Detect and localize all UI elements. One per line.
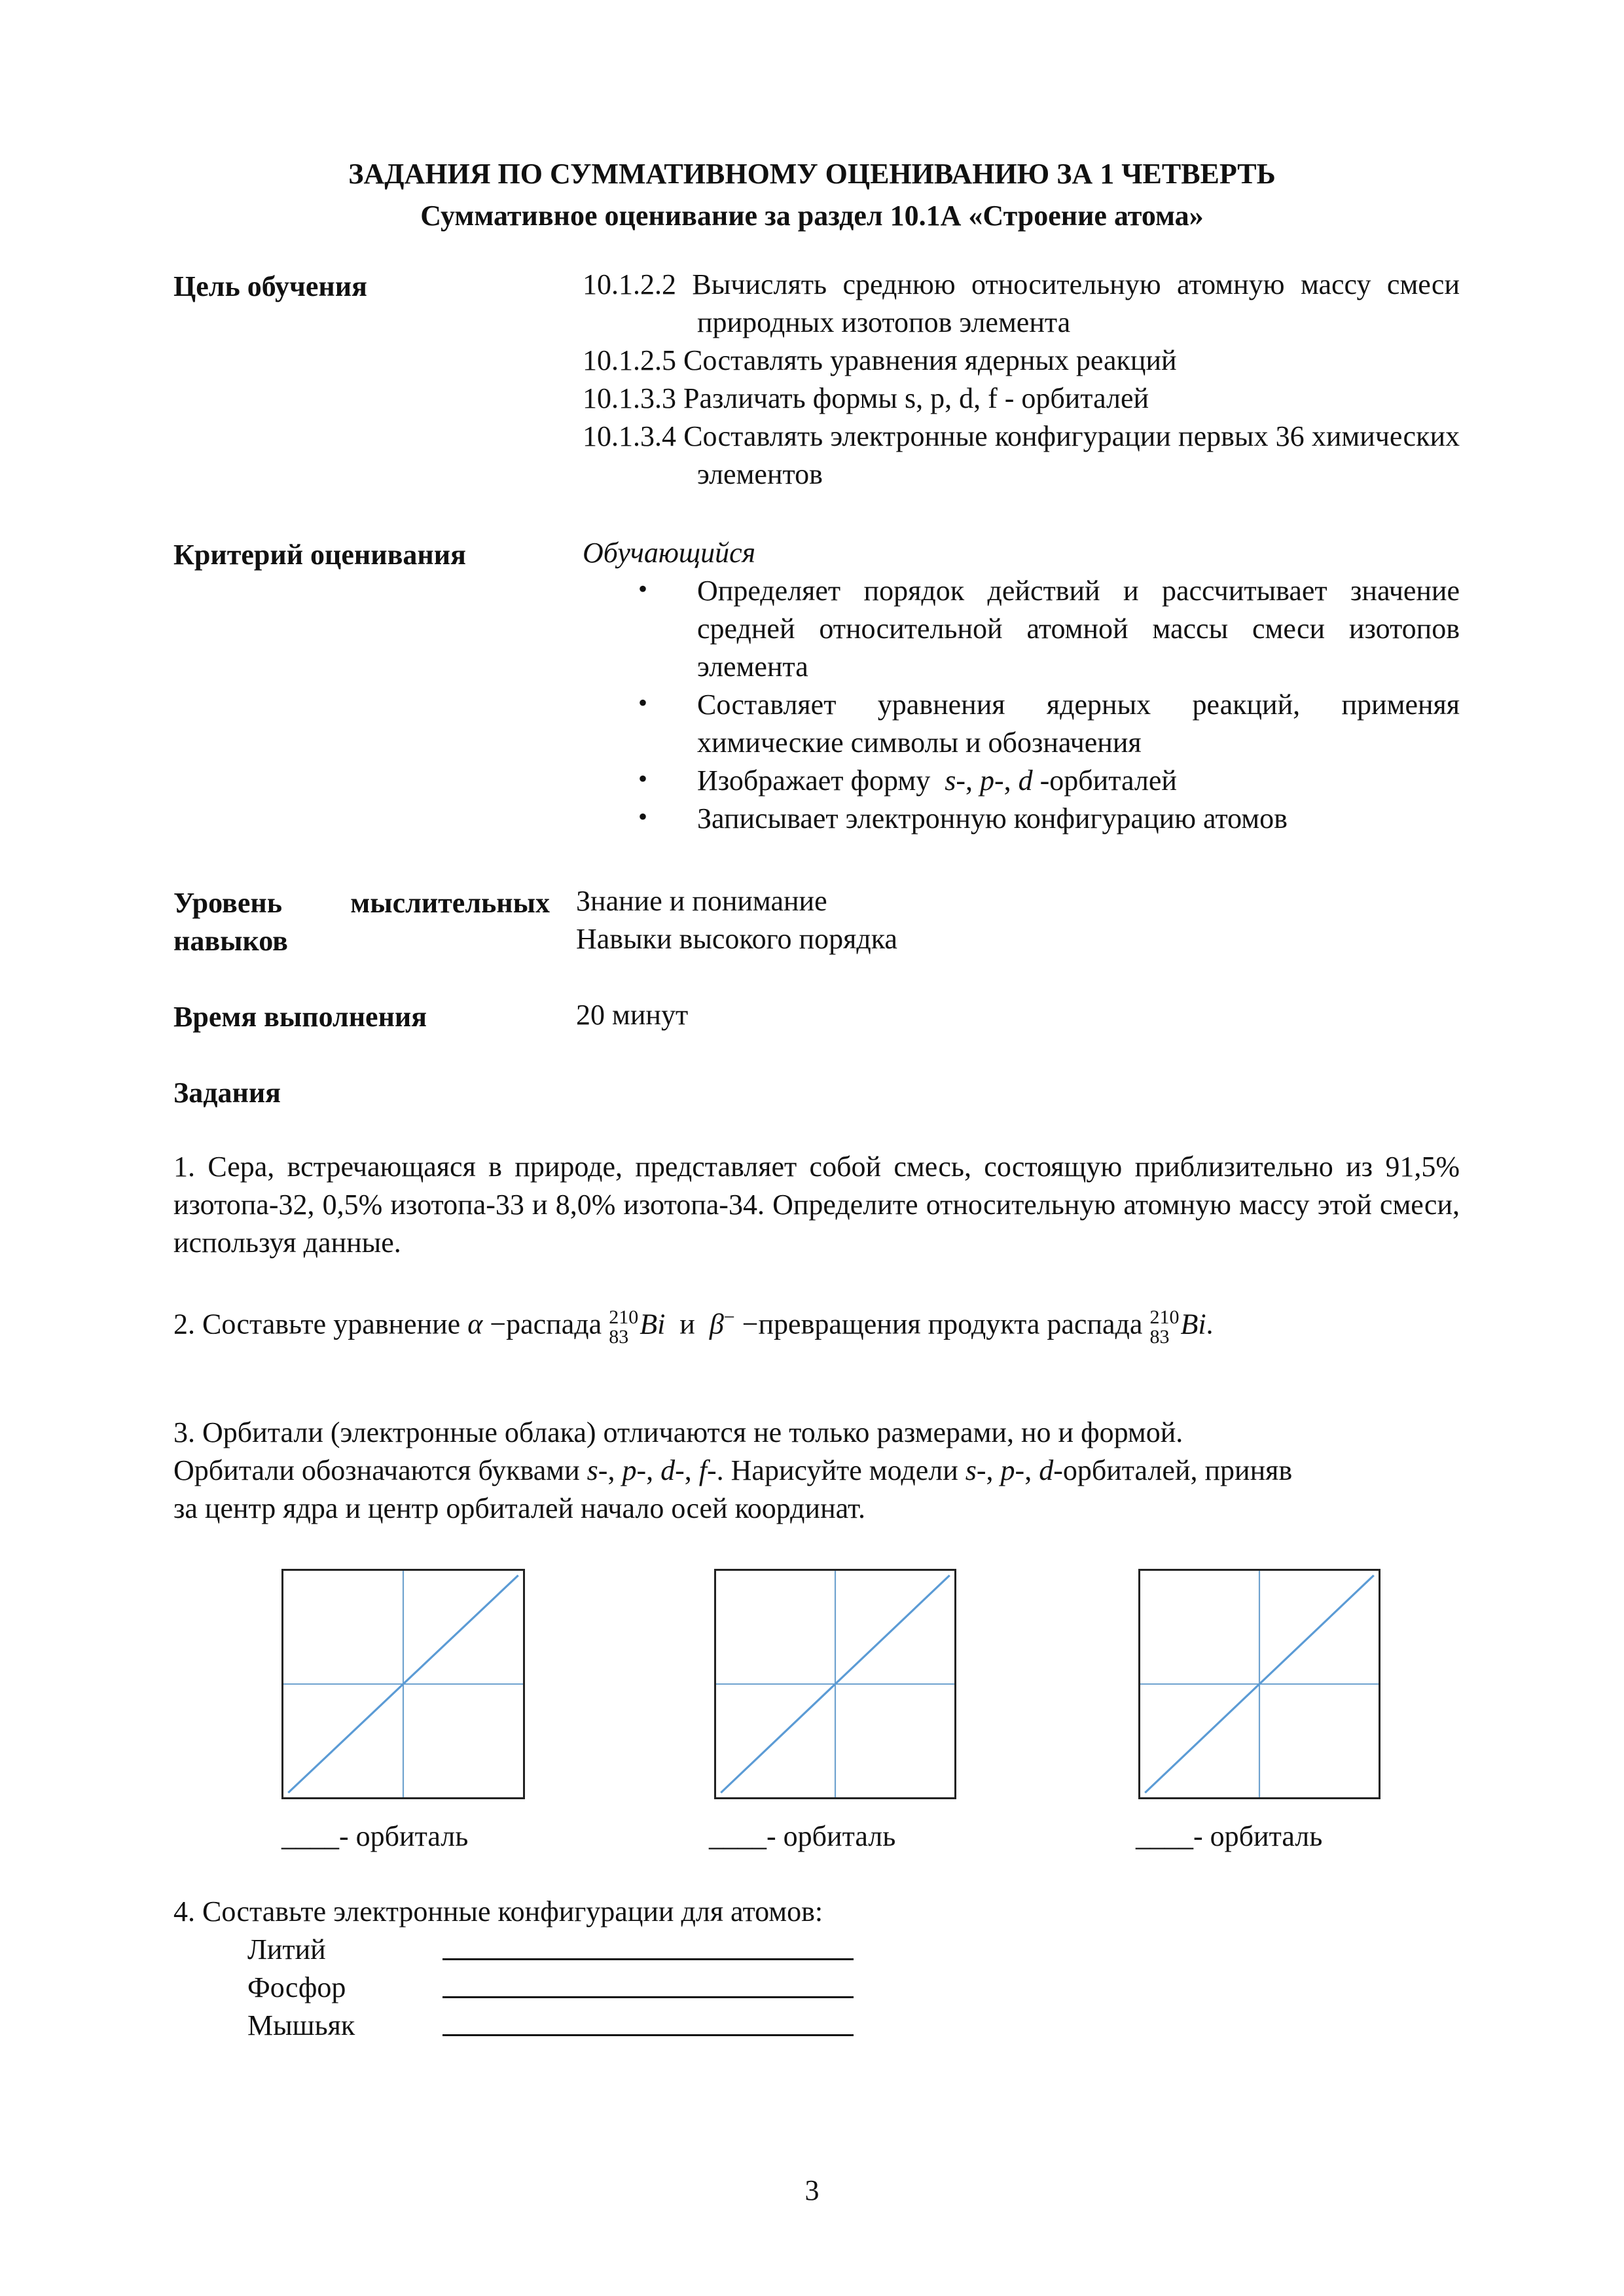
time-value: 20 минут: [576, 999, 689, 1031]
goal-item: 10.1.2.2 Вычислять среднюю относительную атомную массу смеси природных изотопов элемента: [583, 268, 1460, 338]
task-3-line3: за центр ядра и центр орбиталей начало осей координат.: [173, 1492, 865, 1524]
page-number: 3: [804, 2174, 820, 2206]
orbital-d: d: [660, 1454, 676, 1486]
isotope-mass: 210: [1149, 1306, 1180, 1328]
isotope-charge: 83: [1149, 1325, 1170, 1348]
task-2-prefix: 2. Составьте уравнение: [173, 1308, 461, 1340]
orbital-s: s: [945, 764, 956, 797]
orbital-s: s: [586, 1454, 598, 1486]
criteria-item: Составляет уравнения ядерных реакций, применяя химические символы и обозначения: [697, 689, 1460, 759]
task-2-text: [173, 1299, 1460, 1347]
skills-value: Знание и понимание: [576, 885, 827, 917]
task-3-line2-b: Нарисуйте модели: [731, 1454, 958, 1486]
answer-line[interactable]: [442, 1932, 854, 1960]
orbital-d: d: [1018, 764, 1033, 797]
orbital-caption[interactable]: ____- орбиталь: [709, 1820, 896, 1852]
answer-line[interactable]: [442, 1970, 854, 1998]
time-label: Время выполнения: [173, 1001, 427, 1033]
task-3-line1: 3. Орбитали (электронные облака) отличаются не только размерами, но и формой.: [173, 1416, 1183, 1448]
beta-sup: −: [723, 1306, 735, 1328]
orbital-p: p: [622, 1454, 637, 1486]
isotope-notation: [609, 1308, 638, 1347]
answer-line[interactable]: [442, 2008, 854, 2036]
atom-name: Мышьяк: [247, 2009, 355, 2041]
isotope-mass: 210: [609, 1306, 639, 1328]
isotope-notation: [1149, 1308, 1179, 1347]
orbital-caption[interactable]: ____- орбиталь: [281, 1820, 469, 1852]
goal-item: 10.1.3.4 Составлять электронные конфигурации первых 36 химических элементов: [583, 420, 1460, 490]
bullet-icon: •: [638, 764, 648, 793]
beta-symbol: β: [709, 1308, 724, 1340]
skills-value: Навыки высокого порядка: [576, 923, 897, 955]
alpha-symbol: α: [467, 1308, 483, 1340]
orbital-item-suffix: -орбиталей: [1039, 764, 1177, 797]
coordinate-axes-icon: [1140, 1571, 1379, 1797]
goal-item: 10.1.3.3 Различать формы s, p, d, f - орбиталей: [583, 382, 1149, 414]
criteria-item-orbitals: Изображает форму s-, p-, d -орбиталей: [697, 764, 1177, 797]
criteria-intro: Обучающийся: [583, 537, 756, 569]
criteria-item: Записывает электронную конфигурацию атомов: [697, 802, 1288, 834]
goals-label: Цель обучения: [173, 270, 367, 302]
task-2-and: и: [679, 1308, 695, 1340]
isotope-charge: 83: [609, 1325, 629, 1348]
document-title: ЗАДАНИЯ ПО СУММАТИВНОМУ ОЦЕНИВАНИЮ ЗА 1 ЧЕТВЕРТЬ: [348, 158, 1276, 190]
coordinate-axes-icon: [283, 1571, 523, 1797]
task-3-line2: Орбитали обозначаются буквами s-, p-, d-, f-. Нарисуйте модели s-, p-, d-орбиталей, приняв: [173, 1454, 1293, 1486]
task-2-end: .: [1206, 1308, 1214, 1340]
orbital-p: p: [1000, 1454, 1015, 1486]
skills-label-line1: Уровень мыслительных: [173, 887, 550, 919]
task-2-part1: −распада: [490, 1308, 602, 1340]
skills-label-line2: навыков: [173, 925, 288, 957]
criteria-label: Критерий оценивания: [173, 539, 466, 571]
orbital-s: s: [965, 1454, 977, 1486]
goal-item: 10.1.2.5 Составлять уравнения ядерных реакций: [583, 344, 1177, 376]
orbital-drawing-box[interactable]: [281, 1569, 525, 1799]
coordinate-axes-icon: [716, 1571, 954, 1797]
criteria-item: Определяет порядок действий и рассчитывает значение средней относительной атомной массы смеси изотопов элемента: [697, 575, 1460, 683]
task-4-intro: 4. Составьте электронные конфигурации для атомов:: [173, 1895, 823, 1928]
task-1-text: 1. Сера, встречающаяся в природе, представляет собой смесь, состоящую приблизительно из 91,5% изотопа-32, 0,5% изотопа-33 и 8,0% изотопа-34. Определите относительную атомную массу этой смеси, используя данные.: [173, 1151, 1460, 1259]
orbital-drawing-box[interactable]: [1138, 1569, 1380, 1799]
tasks-heading: Задания: [173, 1077, 281, 1109]
orbital-d: d: [1039, 1454, 1054, 1486]
bullet-icon: •: [638, 688, 648, 717]
orbital-drawing-box[interactable]: [714, 1569, 956, 1799]
document-subtitle: Суммативное оценивание за раздел 10.1А «Строение атома»: [420, 200, 1204, 232]
orbital-item-prefix: Изображает форму: [697, 764, 931, 797]
task-3-line2-c: -орбиталей, приняв: [1053, 1454, 1293, 1486]
atom-name: Литий: [247, 1933, 326, 1965]
isotope-element: Bi: [640, 1308, 666, 1340]
orbital-f: f: [698, 1454, 707, 1486]
orbital-p: p: [979, 764, 994, 797]
isotope-element: Bi: [1180, 1308, 1206, 1340]
orbital-caption[interactable]: ____- орбиталь: [1136, 1820, 1323, 1852]
task-2-part2: −превращения продукта распада: [742, 1308, 1143, 1340]
task-3-line2-a: Орбитали обозначаются буквами: [173, 1454, 580, 1486]
bullet-icon: •: [638, 574, 648, 603]
atom-name: Фосфор: [247, 1971, 346, 2003]
bullet-icon: •: [638, 802, 648, 831]
